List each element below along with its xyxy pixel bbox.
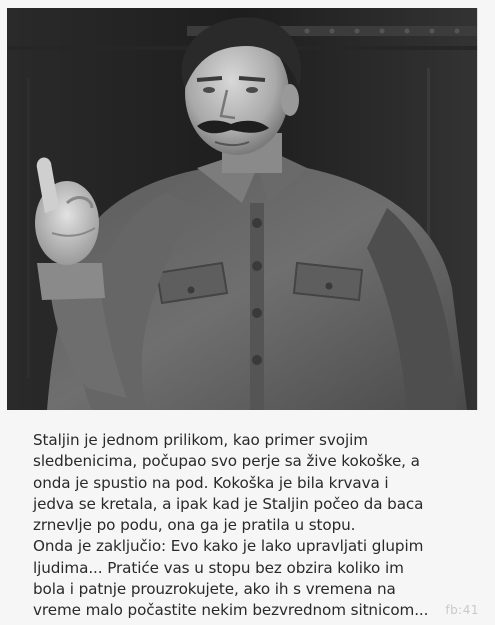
caption-line: sledbenicima, počupao svo perje sa žive kokoške, a [33, 452, 420, 471]
caption-text [33, 430, 483, 622]
caption-line: Onda je zaključio: Evo kako je lako upravljati glupim [33, 537, 424, 556]
caption-line: ljudima... Pratiće vas u stopu bez obzira koliko im [33, 558, 404, 577]
caption-line: zrnevlje po podu, ona ga je pratila u stopu. [33, 516, 356, 535]
caption-line: vreme malo počastite nekim bezvrednom sitnicom... [33, 601, 429, 620]
caption-line: bola i patnje prouzrokujete, ako ih s vremena na [33, 580, 396, 599]
caption-line: jedva se kretala, a ipak kad je Staljin počeo da baca [33, 494, 424, 513]
caption-line: Staljin je jednom prilikom, kao primer svojim [33, 431, 368, 449]
caption-line: onda je spustio na pod. Kokoška je bila krvava i [33, 473, 389, 492]
photo-illustration [7, 8, 477, 410]
watermark: fb:41 [445, 603, 479, 617]
stalin-photo [7, 8, 478, 410]
